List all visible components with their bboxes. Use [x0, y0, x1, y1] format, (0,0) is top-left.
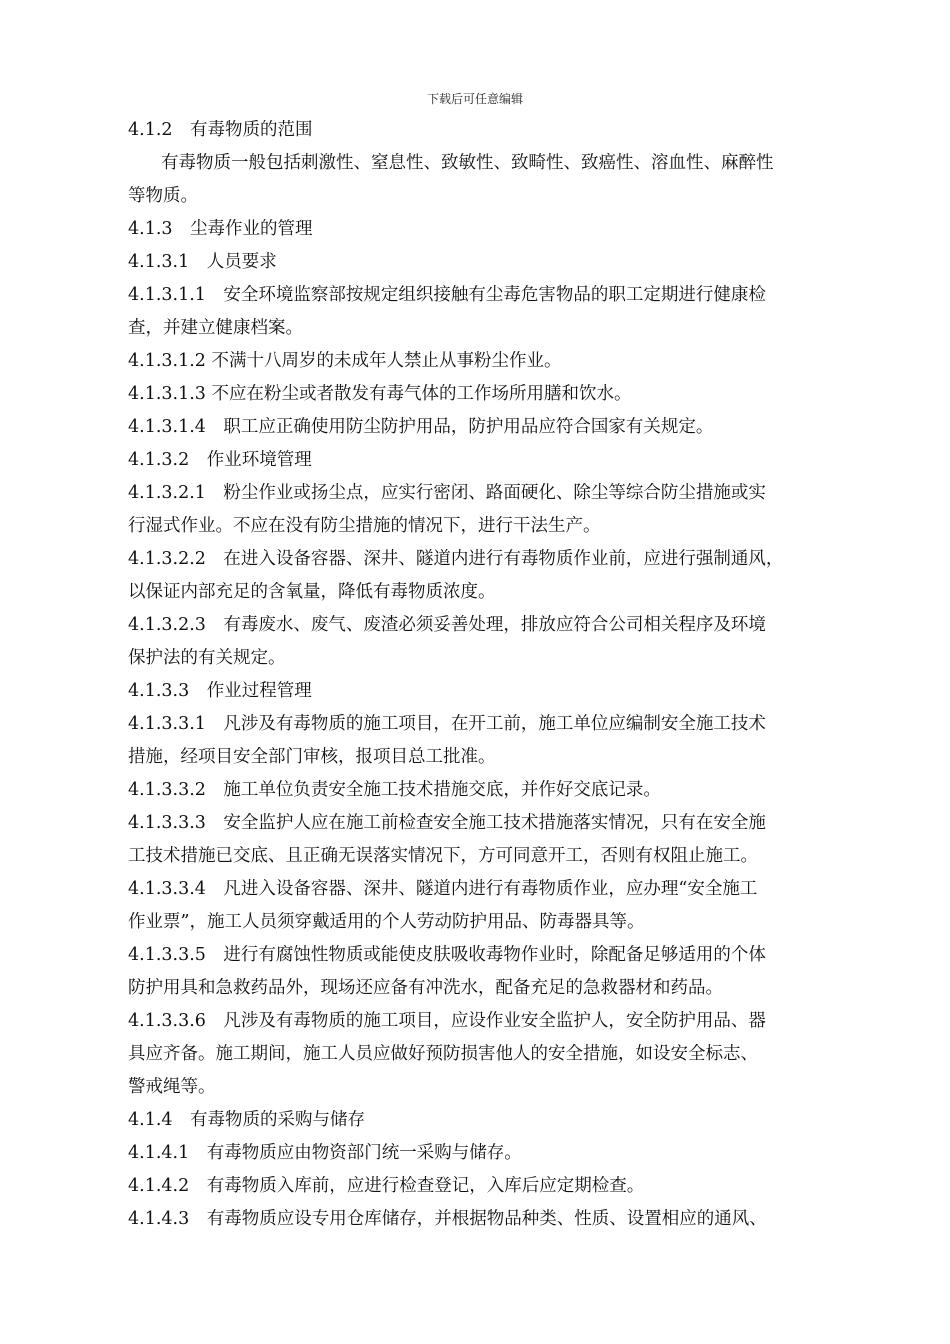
clause-line: 4.1.3.3.5 进行有腐蚀性物质或能使皮肤吸收毒物作业时，除配备足够适用的个体	[128, 945, 766, 965]
header-note: 下载后可任意编辑	[426, 92, 523, 106]
clause-line: 警戒绳等。	[128, 1077, 216, 1097]
paragraph-line: 等物质。	[128, 186, 198, 206]
clause-line: 查，并建立健康档案。	[128, 318, 303, 338]
subsection-heading: 4.1.3.2 作业环境管理	[128, 450, 312, 470]
clause-line: 4.1.3.1.2 不满十八周岁的未成年人禁止从事粉尘作业。	[128, 351, 562, 371]
clause-line: 4.1.3.1.3 不应在粉尘或者散发有毒气体的工作场所用膳和饮水。	[128, 384, 632, 404]
section-heading: 4.1.4 有毒物质的采购与储存	[128, 1110, 366, 1130]
clause-line: 以保证内部充足的含氧量，降低有毒物质浓度。	[128, 582, 496, 602]
clause-line: 措施，经项目安全部门审核，报项目总工批准。	[128, 747, 496, 767]
clause-line: 防护用具和急救药品外，现场还应备有冲洗水，配备充足的急救器材和药品。	[128, 978, 723, 998]
clause-line: 作业票”，施工人员须穿戴适用的个人劳动防护用品、防毒器具等。	[128, 912, 645, 932]
clause-line: 4.1.3.2.1 粉尘作业或扬尘点，应实行密闭、路面硬化、除尘等综合防尘措施或实	[128, 483, 766, 503]
clause-line: 具应齐备。施工期间，施工人员应做好预防损害他人的安全措施，如设安全标志、	[128, 1044, 758, 1064]
clause-line: 4.1.3.1.4 职工应正确使用防尘防护用品，防护用品应符合国家有关规定。	[128, 417, 714, 437]
clause-line: 4.1.3.1.1 安全环境监察部按规定组织接触有尘毒危害物品的职工定期进行健康检	[128, 285, 766, 305]
clause-line: 4.1.3.3.6 凡涉及有毒物质的施工项目，应设作业安全监护人，安全防护用品、器	[128, 1011, 766, 1031]
clause-line: 4.1.3.2.3 有毒废水、废气、废渣必须妥善处理，排放应符合公司相关程序及环境	[128, 615, 766, 635]
clause-line: 工技术措施已交底、且正确无误落实情况下，方可同意开工，否则有权阻止施工。	[128, 846, 758, 866]
clause-line: 4.1.3.3.3 安全监护人应在施工前检查安全施工技术措施落实情况，只有在安全施	[128, 813, 766, 833]
subsection-heading: 4.1.3.3 作业过程管理	[128, 681, 312, 701]
clause-line: 4.1.3.2.2 在进入设备容器、深井、隧道内进行有毒物质作业前，应进行强制通风，	[128, 549, 784, 569]
section-heading: 4.1.3 尘毒作业的管理	[128, 219, 313, 239]
clause-line: 4.1.3.3.4 凡进入设备容器、深井、隧道内进行有毒物质作业，应办理“安全施工	[128, 879, 758, 899]
document-body	[128, 114, 833, 1236]
clause-line: 4.1.3.3.2 施工单位负责安全施工技术措施交底，并作好交底记录。	[128, 780, 661, 800]
section-heading: 4.1.2 有毒物质的范围	[128, 120, 313, 140]
paragraph-line: 有毒物质一般包括刺激性、窒息性、致敏性、致畸性、致癌性、溶血性、麻醉性	[161, 153, 774, 173]
clause-line: 4.1.4.2 有毒物质入库前，应进行检查登记，入库后应定期检查。	[128, 1176, 645, 1196]
clause-line: 4.1.4.3 有毒物质应设专用仓库储存，并根据物品种类、性质、设置相应的通风、	[128, 1209, 767, 1229]
clause-line: 保护法的有关规定。	[128, 648, 286, 668]
clause-line: 4.1.4.1 有毒物质应由物资部门统一采购与储存。	[128, 1143, 522, 1163]
clause-line: 行湿式作业。不应在没有防尘措施的情况下，进行干法生产。	[128, 516, 601, 536]
clause-line: 4.1.3.3.1 凡涉及有毒物质的施工项目，在开工前，施工单位应编制安全施工技术	[128, 714, 766, 734]
subsection-heading: 4.1.3.1 人员要求	[128, 252, 277, 272]
